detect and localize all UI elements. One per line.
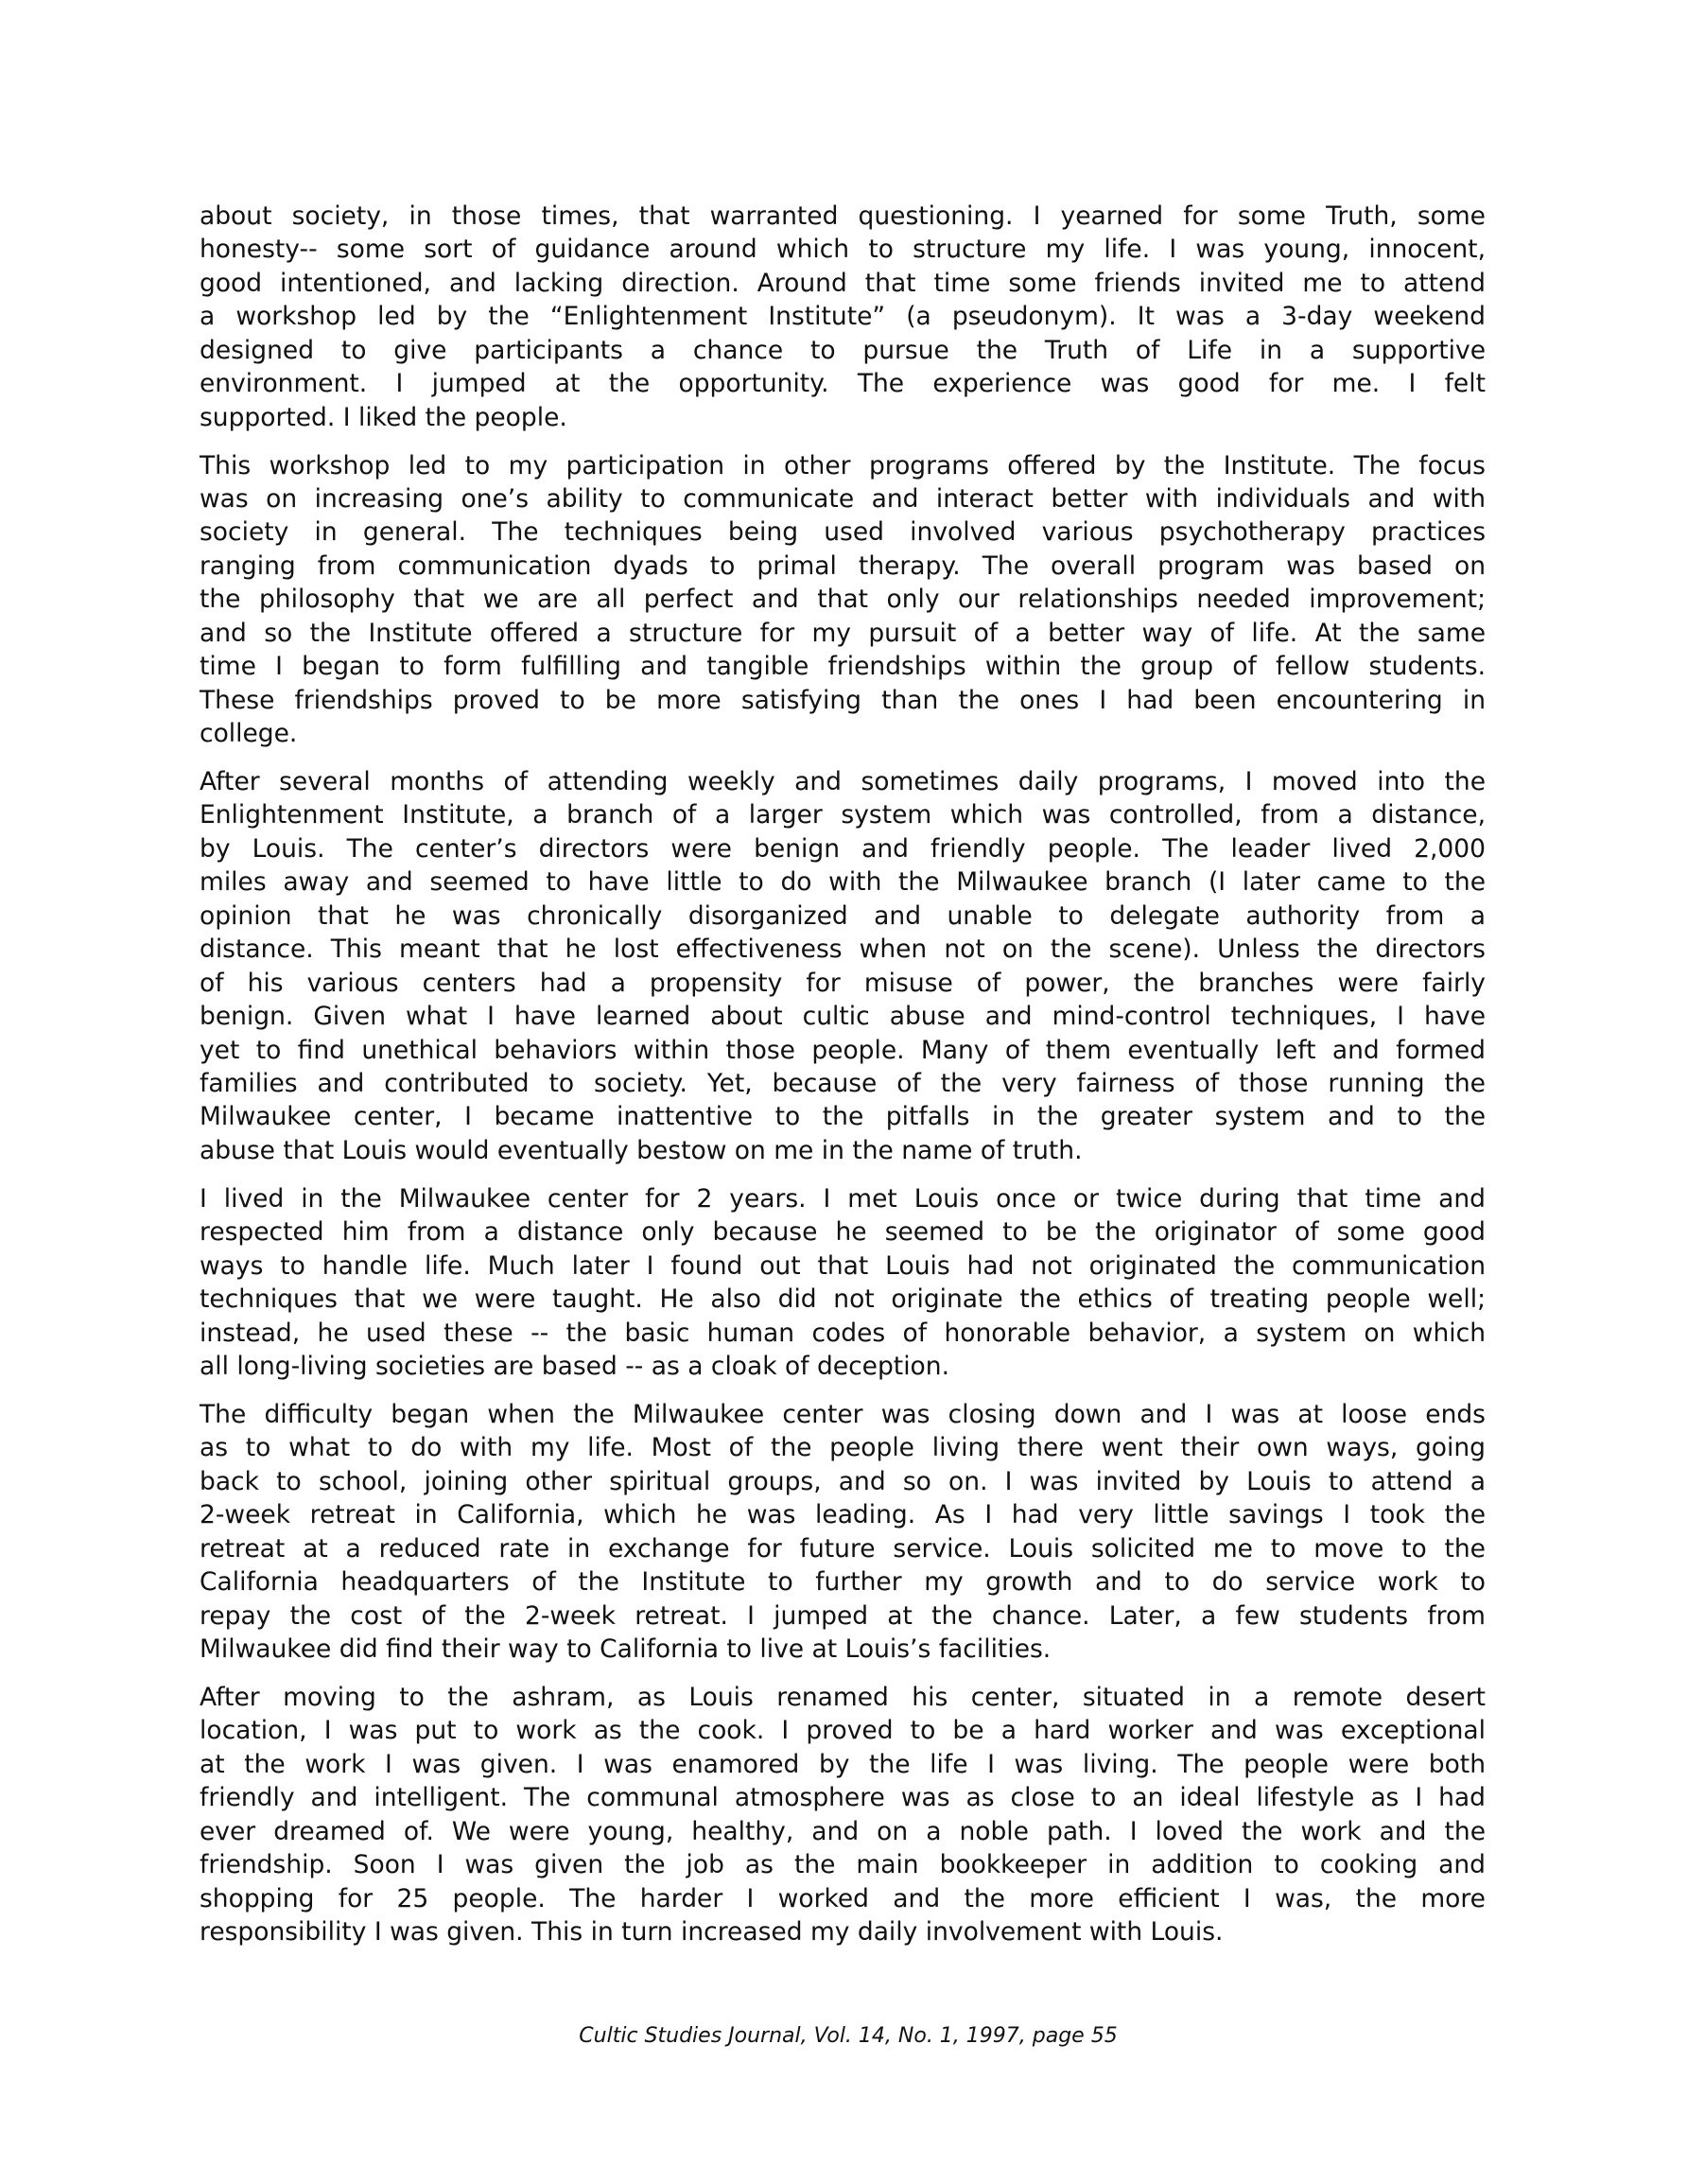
text-line: families and contributed to society. Yet, because of the very fairness of those running the xyxy=(200,1068,1486,1098)
paragraph xyxy=(200,1182,1486,1384)
text-line: yet to find unethical behaviors within those people. Many of them eventually left and formed xyxy=(200,1035,1486,1065)
text-line: California headquarters of the Institute to further my growth and to do service work to xyxy=(200,1567,1486,1598)
page-footer-citation: Cultic Studies Journal, Vol. 14, No. 1, 1997, page 55 xyxy=(579,2024,1118,2048)
text-line: time I began to form fulfilling and tangible friendships within the group of fellow students. xyxy=(200,652,1486,682)
text-line: ever dreamed of. We were young, healthy, and on a noble path. I loved the work and the xyxy=(200,1816,1486,1846)
text-line: supported. I liked the people. xyxy=(200,402,567,432)
text-line: abuse that Louis would eventually bestow on me in the name of truth. xyxy=(200,1135,1083,1165)
text-line: retreat at a reduced rate in exchange for future service. Louis solicited me to move to the xyxy=(200,1533,1486,1564)
text-line: Milwaukee did find their way to California to live at Louis’s facilities. xyxy=(200,1634,1052,1664)
paragraph xyxy=(200,1398,1486,1667)
text-line: techniques that we were taught. He also did not originate the ethics of treating people well; xyxy=(200,1284,1486,1315)
text-line: of his various centers had a propensity for misuse of power, the branches were fairly xyxy=(200,968,1486,998)
text-line: friendship. Soon I was given the job as the main bookkeeper in addition to cooking and xyxy=(200,1850,1486,1880)
text-line: good intentioned, and lacking direction. Around that time some friends invited me to attend xyxy=(200,268,1486,298)
text-line: environment. I jumped at the opportunity. The experience was good for me. I felt xyxy=(200,369,1486,399)
text-line: society in general. The techniques being used involved various psychotherapy practices xyxy=(200,517,1486,548)
text-line: about society, in those times, that warranted questioning. I yearned for some Truth, some xyxy=(200,201,1486,231)
body-text xyxy=(200,200,1486,1964)
text-line: a workshop led by the “Enlightenment Institute” (a pseudonym). It was a 3-day weekend xyxy=(200,302,1486,332)
text-line: shopping for 25 people. The harder I worked and the more efficient I was, the more xyxy=(200,1883,1486,1913)
text-line: college. xyxy=(200,719,298,749)
text-line: Milwaukee center, I became inattentive to the pitfalls in the greater system and to the xyxy=(200,1102,1486,1132)
text-line: and so the Institute offered a structure for my pursuit of a better way of life. At the same xyxy=(200,618,1486,648)
text-line: back to school, joining other spiritual groups, and so on. I was invited by Louis to attend a xyxy=(200,1466,1486,1496)
text-line: benign. Given what I have learned about cultic abuse and mind-control techniques, I have xyxy=(200,1002,1486,1032)
text-line: as to what to do with my life. Most of the people living there went their own ways, going xyxy=(200,1433,1486,1463)
text-line: was on increasing one’s ability to communicate and interact better with individuals and with xyxy=(200,484,1486,514)
text-line: distance. This meant that he lost effectiveness when not on the scene). Unless the directors xyxy=(200,935,1486,965)
paragraph xyxy=(200,449,1486,751)
paragraph xyxy=(200,765,1486,1167)
text-line: This workshop led to my participation in other programs offered by the Institute. The focus xyxy=(200,450,1486,480)
text-line: location, I was put to work as the cook. I proved to be a hard worker and was exceptional xyxy=(200,1716,1486,1746)
text-line: the philosophy that we are all perfect and that only our relationships needed improvement; xyxy=(200,585,1486,615)
text-line: miles away and seemed to have little to do with the Milwaukee branch (I later came to the xyxy=(200,867,1486,898)
text-line: The difficulty began when the Milwaukee center was closing down and I was at loose ends xyxy=(200,1399,1486,1429)
text-line: respected him from a distance only because he seemed to be the originator of some good xyxy=(200,1217,1486,1248)
text-line: at the work I was given. I was enamored by the life I was living. The people were both xyxy=(200,1749,1486,1779)
text-line: repay the cost of the 2-week retreat. I jumped at the chance. Later, a few students from xyxy=(200,1600,1486,1631)
paragraph xyxy=(200,200,1486,434)
text-line: ways to handle life. Much later I found out that Louis had not originated the communication xyxy=(200,1250,1486,1281)
text-line: I lived in the Milwaukee center for 2 years. I met Louis once or twice during that time and xyxy=(200,1183,1486,1214)
text-line: friendly and intelligent. The communal atmosphere was as close to an ideal lifestyle as I had xyxy=(200,1783,1486,1813)
text-line: Enlightenment Institute, a branch of a larger system which was controlled, from a distance, xyxy=(200,800,1486,830)
text-line: 2-week retreat in California, which he was leading. As I had very little savings I took the xyxy=(200,1500,1486,1530)
text-line: all long-living societies are based -- as a cloak of deception. xyxy=(200,1351,949,1381)
text-line: ranging from communication dyads to primal therapy. The overall program was based on xyxy=(200,550,1486,581)
text-line: After moving to the ashram, as Louis renamed his center, situated in a remote desert xyxy=(200,1682,1486,1712)
text-line: After several months of attending weekly and sometimes daily programs, I moved into the xyxy=(200,767,1486,796)
text-line: opinion that he was chronically disorganized and unable to delegate authority from a xyxy=(200,900,1486,931)
text-line: responsibility I was given. This in turn increased my daily involvement with Louis. xyxy=(200,1916,1224,1947)
text-line: These friendships proved to be more satisfying than the ones I had been encountering in xyxy=(200,685,1486,715)
paragraph xyxy=(200,1681,1486,1949)
text-line: honesty-- some sort of guidance around which to structure my life. I was young, innocent, xyxy=(200,235,1486,265)
text-line: instead, he used these -- the basic human codes of honorable behavior, a system on which xyxy=(200,1318,1486,1348)
text-line: designed to give participants a chance to pursue the Truth of Life in a supportive xyxy=(200,335,1486,365)
text-line: by Louis. The center’s directors were benign and friendly people. The leader lived 2,000 xyxy=(200,833,1486,864)
